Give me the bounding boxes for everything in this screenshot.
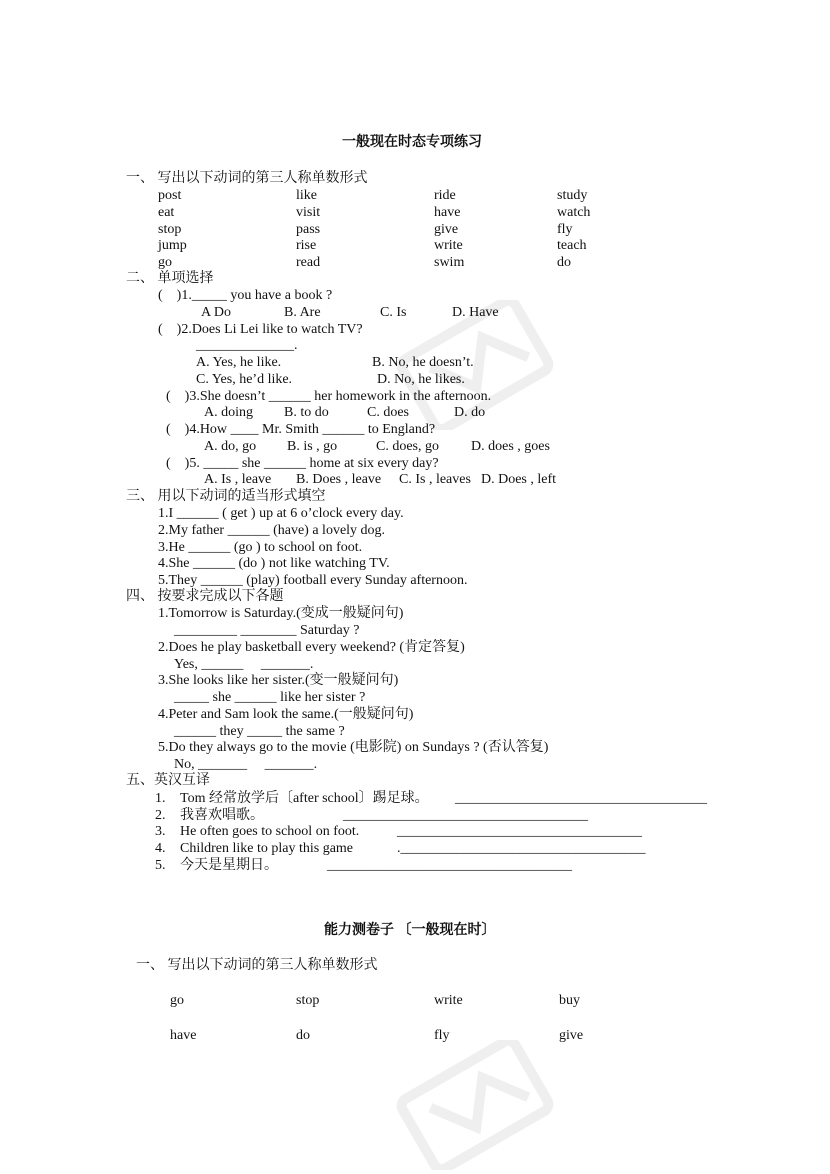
translate-num: 3.: [155, 824, 166, 839]
option: D. does , goes: [471, 439, 550, 454]
translate-text: 我喜欢唱歌。: [180, 808, 264, 823]
translate-text: He often goes to school on foot.: [180, 824, 360, 839]
translate-num: 4.: [155, 841, 166, 856]
verb-cell: give: [434, 222, 459, 237]
option: A Do: [201, 305, 231, 320]
translate-num: 5.: [155, 858, 166, 873]
verb-cell: swim: [434, 255, 465, 270]
option: C. does: [367, 405, 409, 420]
transform-item: 2.Does he play basketball every weekend? (肯定答复): [158, 640, 465, 655]
translate-num: 2.: [155, 808, 166, 823]
verb-cell: read: [296, 255, 321, 270]
section-heading: 一、 写出以下动词的第三人称单数形式: [126, 171, 368, 186]
option: C. Yes, he’d like.: [196, 372, 293, 387]
translate-text: Children like to play this game: [180, 841, 354, 856]
verb-cell: write: [434, 993, 463, 1008]
section-title: 能力测卷子 〔一般现在时〕: [324, 923, 496, 938]
verb-cell: fly: [557, 222, 573, 237]
verb-cell: ride: [434, 188, 456, 203]
question: ( )4.How ____ Mr. Smith ______ to England?: [166, 422, 436, 437]
verb-cell: study: [557, 188, 588, 203]
watermark-graphic: [390, 1040, 560, 1170]
transform-item: 1.Tomorrow is Saturday.(变成一般疑问句): [158, 606, 404, 621]
verb-cell: have: [170, 1028, 197, 1043]
verb-cell: write: [434, 238, 463, 253]
transform-item: 3.She looks like her sister.(变一般疑问句): [158, 673, 399, 688]
section-heading: 三、 用以下动词的适当形式填空: [126, 489, 326, 504]
option: B. Are: [284, 305, 321, 320]
verb-cell: visit: [296, 205, 321, 220]
translate-text: Tom 经常放学后〔after school〕踢足球。: [180, 791, 429, 806]
answer-line: ___________________________________: [397, 824, 642, 839]
verb-cell: have: [434, 205, 461, 220]
answer-line: ____________________________________: [455, 791, 707, 806]
option: D. Does , left: [481, 472, 557, 487]
translate-text: 今天是星期日。: [180, 858, 278, 873]
verb-cell: do: [557, 255, 571, 270]
option: C. Is , leaves: [399, 472, 471, 487]
page-title: 一般现在时态专项练习: [342, 135, 482, 150]
option: B. to do: [284, 405, 329, 420]
translate-num: 1.: [155, 791, 166, 806]
verb-cell: watch: [557, 205, 591, 220]
verb-cell: stop: [296, 993, 320, 1008]
option: B. is , go: [287, 439, 338, 454]
transform-item: 5.Do they always go to the movie (电影院) on Sundays ? (否认答复): [158, 740, 549, 755]
section-heading: 五、英汉互译: [126, 773, 210, 788]
verb-cell: teach: [557, 238, 587, 253]
option: D. do: [454, 405, 486, 420]
section-heading: 一、 写出以下动词的第三人称单数形式: [136, 958, 378, 973]
answer-blank: No, _______ _______.: [174, 757, 318, 772]
answer-line: ___________________________________: [343, 808, 588, 823]
question: ( )1._____ you have a book ?: [158, 288, 333, 303]
fill-item: 2.My father ______ (have) a lovely dog.: [158, 523, 386, 538]
verb-cell: fly: [434, 1028, 450, 1043]
answer-line: ___________________________________: [327, 858, 572, 873]
option: D. Have: [452, 305, 499, 320]
verb-cell: buy: [559, 993, 580, 1008]
option: B. No, he doesn’t.: [372, 355, 474, 370]
option: A. Is , leave: [204, 472, 272, 487]
question: ( )5. _____ she ______ home at six every day?: [166, 456, 439, 471]
answer-line: .___________________________________: [397, 841, 646, 856]
answer-blank: _________ ________ Saturday ?: [174, 623, 360, 638]
verb-cell: like: [296, 188, 317, 203]
transform-item: 4.Peter and Sam look the same.(一般疑问句): [158, 707, 414, 722]
fill-item: 3.He ______ (go ) to school on foot.: [158, 540, 363, 555]
option: C. Is: [380, 305, 407, 320]
verb-cell: pass: [296, 222, 321, 237]
verb-cell: go: [158, 255, 172, 270]
option: A. doing: [204, 405, 253, 420]
verb-cell: go: [170, 993, 184, 1008]
verb-cell: eat: [158, 205, 175, 220]
option: B. Does , leave: [296, 472, 382, 487]
answer-blank: Yes, ______ _______.: [174, 657, 314, 672]
answer-blank: ______ they _____ the same ?: [174, 724, 345, 739]
fill-item: 5.They ______ (play) football every Sunday afternoon.: [158, 573, 468, 588]
verb-cell: post: [158, 188, 182, 203]
section-heading: 四、 按要求完成以下各题: [126, 589, 284, 604]
verb-cell: stop: [158, 222, 182, 237]
verb-cell: rise: [296, 238, 317, 253]
option: A. do, go: [204, 439, 257, 454]
fill-item: 4.She ______ (do ) not like watching TV.: [158, 556, 390, 571]
verb-cell: do: [296, 1028, 310, 1043]
option: C. does, go: [376, 439, 439, 454]
verb-cell: give: [559, 1028, 584, 1043]
verb-cell: jump: [158, 238, 187, 253]
option: D. No, he likes.: [377, 372, 465, 387]
section-heading: 二、 单项选择: [126, 271, 214, 286]
option: A. Yes, he like.: [196, 355, 282, 370]
question: ( )3.She doesn’t ______ her homework in the afternoon.: [166, 389, 492, 404]
answer-blank: _____ she ______ like her sister ?: [174, 690, 366, 705]
question: ( )2.Does Li Lei like to watch TV?: [158, 322, 363, 337]
fill-item: 1.I ______ ( get ) up at 6 o’clock every day.: [158, 506, 404, 521]
answer-blank: ______________.: [196, 338, 298, 353]
